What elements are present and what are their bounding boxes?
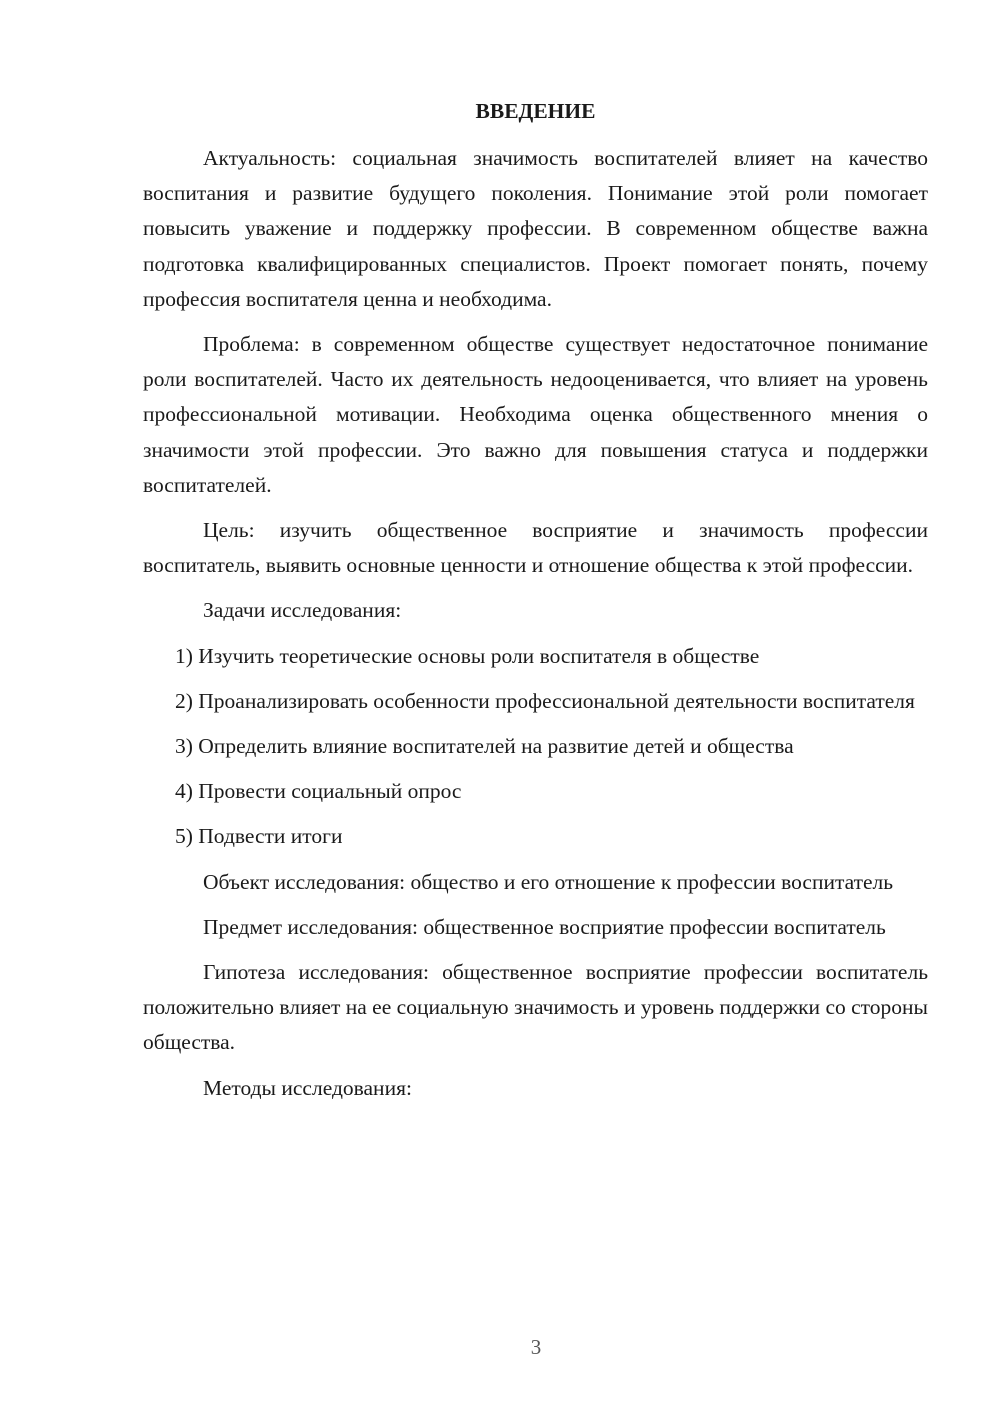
document-page <box>143 96 928 1116</box>
task-item-3: 3) Определить влияние воспитателей на развитие детей и общества <box>175 734 794 759</box>
task-item-2: 2) Проанализировать особенности профессиональной деятельности воспитателя <box>175 688 915 713</box>
subject-paragraph: Предмет исследования: общественное восприятие профессии воспитатель <box>203 914 886 939</box>
hypothesis-paragraph: Гипотеза исследования: общественное восприятие профессии воспитатель положительно влияет на ее социальную значимость и уровень поддержки со стороны общества. <box>143 960 928 1055</box>
goal-paragraph: Цель: изучить общественное восприятие и значимость профессии воспитатель, выявить основные ценности и отношение общества к этой профессии. <box>143 518 928 578</box>
tasks-heading: Задачи исследования: <box>203 598 402 623</box>
methods-heading: Методы исследования: <box>203 1075 412 1100</box>
task-item-5: 5) Подвести итоги <box>175 824 343 849</box>
problem-paragraph: Проблема: в современном обществе существует недостаточное понимание роли воспитателей. Часто их деятельность недооценивается, что влияет на уровень профессиональной мотивации. Необходима оценка общественного мнения о значимости этой профессии. Это важно для повышения статуса и поддержки воспитателей. <box>143 332 928 497</box>
relevance-paragraph: Актуальность: социальная значимость воспитателей влияет на качество воспитания и развитие будущего поколения. Понимание этой роли помогает повысить уважение и поддержку профессии. В современном обществе важна подготовка квалифицированных специалистов. Проект помогает понять, почему профессия воспитателя ценна и необходима. <box>143 146 928 311</box>
section-title: ВВЕДЕНИЕ <box>475 99 596 123</box>
page-number: 3 <box>530 1335 542 1359</box>
task-item-4: 4) Провести социальный опрос <box>175 779 462 804</box>
object-paragraph: Объект исследования: общество и его отношение к профессии воспитатель <box>203 869 894 894</box>
task-item-1: 1) Изучить теоретические основы роли воспитателя в обществе <box>175 643 760 668</box>
